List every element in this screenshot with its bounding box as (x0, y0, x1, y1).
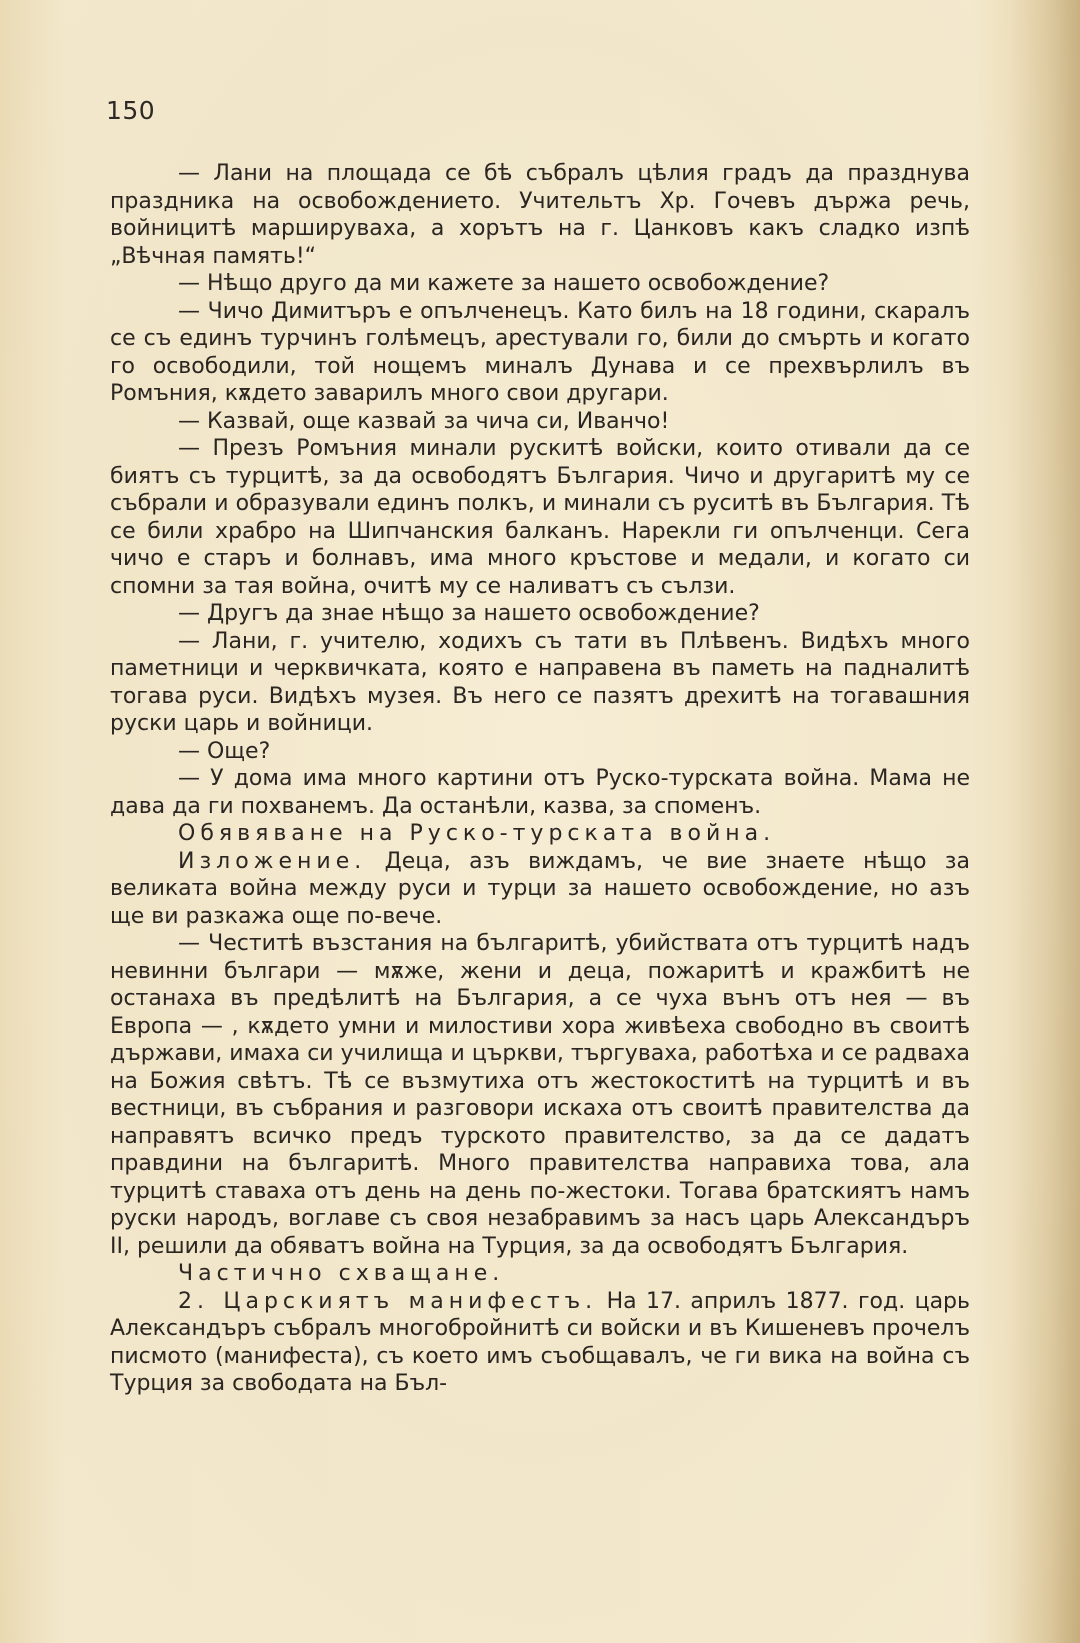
page-number: 150 (106, 96, 156, 125)
paragraph-long: — Честитѣ възстания на българитѣ, убийствата отъ турцитѣ надъ невинни българи — мѫже, жени и деца, пожаритѣ и кражбитѣ не останаха въ предѣлитѣ на България, а се чуха вънъ отъ нея — въ Европа — , кѫдето умни и милостиви хора живѣеха свободно въ своитѣ държави, имаха си училища и църкви, търгуваха, работѣха и се радваха на Божия свѣтъ. Тѣ се възмутиха отъ жестокоститѣ на турцитѣ и въ вестници, въ събрания и разговори искаха отъ своитѣ правителства да направятъ всичко предъ турското правителство, за да се дадатъ правдини на българитѣ. Много правителства направиха това, ала турцитѣ ставаха отъ день на день по-жестоки. Тогава братскиятъ намъ руски народъ, воглаве съ своя незабравимъ за насъ царь Александъръ II, решили да обяватъ война на Турция, за да освободятъ България. (110, 931, 970, 1259)
partial-summary-heading (110, 1260, 970, 1288)
paragraph-9: — У дома има много картини отъ Руско-турската война. Мама не дава да ги похванемъ. Да останѣли, казва, за споменъ. (110, 766, 970, 819)
partial-summary-text: Частично схващане. (178, 1261, 505, 1286)
page-edge-shadow (1010, 0, 1080, 1643)
section-heading-declaration (110, 820, 970, 848)
paragraph-4: — Казвай, още казвай за чича си, Иванчо! (178, 408, 670, 434)
paragraph-7: — Лани, г. учителю, ходихъ съ тати въ Плѣвенъ. Видѣхъ много паметници и черквичката, която е направена въ паметь на падналитѣ тогава руси. Видѣхъ музея. Въ него се пазятъ дрехитѣ на тогавашния руски царь и войници. (110, 628, 970, 736)
section-2-paragraph (110, 1288, 970, 1398)
page-body (110, 160, 970, 1398)
paragraph-3: — Чичо Димитъръ е опълченецъ. Като билъ на 18 години, скаралъ се съ единъ турчинъ голѣмецъ, арестували го, били до смърть и когато го освободили, той нощемъ миналъ Дунава и се прехвърлилъ въ Ромъния, кѫдето заварилъ много свои другари. (110, 298, 970, 406)
section-2-text: На 17. априлъ 1877. год. царь Александъръ събралъ многобройнитѣ си войски и въ Кишеневъ прочелъ писмото (манифеста), съ което имъ съобщавалъ, че ги вика на война съ Турция за свободата на Бъл- (110, 1288, 970, 1396)
exposition-text: Деца, азъ виждамъ, че вие знаете нѣщо за великата война между руси и турци за нашето освобождение, но азъ ще ви разкажа още по-вече. (110, 848, 970, 929)
paragraph-5: — Презъ Ромъния минали рускитѣ войски, които отивали да се биятъ съ турцитѣ, за да освободятъ България. Чичо и другаритѣ му се събрали и образували единъ полкъ, и минали съ руситѣ въ България. Тѣ се били храбро на Шипчанския балканъ. Нарекли ги опълченци. Сега чичо е старъ и болнавъ, има много кръстове и медали, и когато си спомни за тая война, очитѣ му се наливатъ съ сълзи. (110, 436, 970, 599)
paragraph-1: — Лани на площада се бѣ събралъ цѣлия градъ да празднува праздника на освобождението. Учительтъ Хр. Гочевъ държа речь, войницитѣ маршируваха, а хорътъ на г. Цанковъ какъ сладко изпѣ „Вѣчная память!“ (110, 161, 970, 269)
paragraph-8: — Още? (178, 738, 271, 764)
paragraph-6: — Другъ да знае нѣщо за нашето освобождение? (178, 601, 760, 626)
paragraph-2: — Нѣщо друго да ми кажете за нашето освобождение? (178, 271, 830, 296)
exposition-paragraph (110, 848, 970, 931)
section-2-label: 2. Царскиятъ манифестъ. (178, 1288, 598, 1314)
heading-declaration-text: Обявяване на Руско-турската война. (178, 821, 776, 846)
exposition-label: Изложение. (178, 848, 367, 874)
